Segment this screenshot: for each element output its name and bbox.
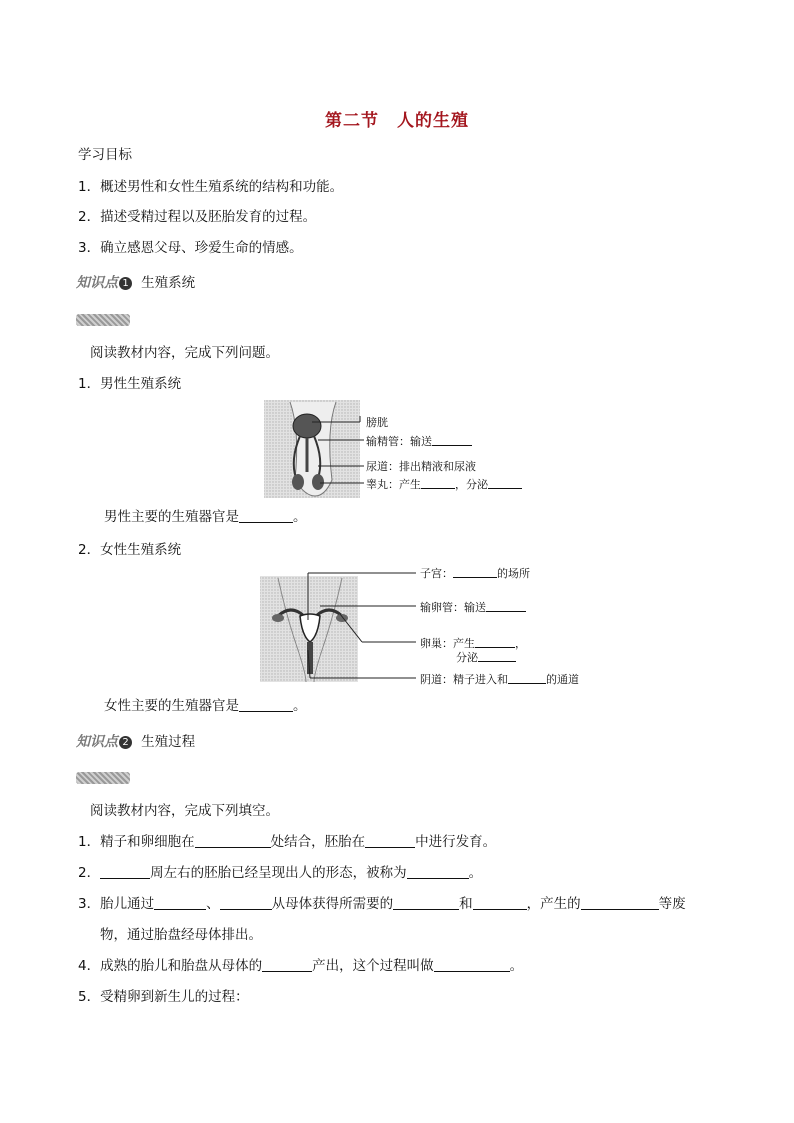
objective-item: 2．描述受精过程以及胚胎发育的过程。 <box>78 209 317 225</box>
knowledge-point-title: 生殖系统 <box>141 275 196 291</box>
objective-item: 1．概述男性和女性生殖系统的结构和功能。 <box>78 179 344 195</box>
label-vas-text: 输精管：输送 <box>366 435 432 448</box>
kp2-intro: 阅读教材内容，完成下列填空。 <box>90 803 279 819</box>
label-ovary <box>420 636 526 651</box>
blank-line[interactable] <box>473 895 527 910</box>
q3-text-2: 从母体获得所需要的 <box>271 896 394 912</box>
question-4 <box>78 957 523 975</box>
q2-text-2: 周左右的胚胎已经呈现出人的形态，被称为 <box>150 865 407 881</box>
q3-text-3: 和 <box>459 896 473 912</box>
q1-text-3: 中进行发育。 <box>415 834 497 850</box>
blank-line[interactable] <box>154 895 206 910</box>
q4-text-2: 产出，这个过程叫做 <box>312 958 434 974</box>
q4-text: 4．成熟的胎儿和胎盘从母体的 <box>78 958 263 974</box>
punctuation: 。 <box>468 865 483 881</box>
blank-line[interactable] <box>475 636 515 648</box>
q3-text-4: ，产生的 <box>526 896 581 912</box>
objective-item: 3．确立感恩父母、珍爱生命的情感。 <box>78 240 303 256</box>
blank-line[interactable] <box>100 864 150 879</box>
page-title: 第二节 人的生殖 <box>325 111 469 131</box>
label-uterus-text-2: 的场所 <box>497 567 530 580</box>
label-ovary-text-2: 分泌 <box>456 651 478 664</box>
knowledge-point-number-icon: 1 <box>119 277 132 290</box>
question-3 <box>78 895 686 913</box>
label-uterus <box>420 566 530 581</box>
male-system-heading: 1．男性生殖系统 <box>78 376 182 392</box>
question-5: 5．受精卵到新生儿的过程： <box>78 989 249 1005</box>
knowledge-point-label: 知识点 <box>76 275 118 291</box>
objectives-heading: 学习目标 <box>78 147 132 163</box>
blank-line[interactable] <box>508 672 546 684</box>
punctuation: 。 <box>509 958 524 974</box>
knowledge-point-number-icon: 2 <box>119 736 132 749</box>
q1-text: 1．精子和卵细胞在 <box>78 834 195 850</box>
q2-text: 2． <box>78 865 101 881</box>
punctuation: 、 <box>206 896 220 912</box>
female-system-heading: 2．女性生殖系统 <box>78 542 182 558</box>
label-vagina <box>420 672 579 687</box>
punctuation: 。 <box>293 509 307 525</box>
blank-line[interactable] <box>486 600 526 612</box>
label-vagina-text-2: 的通道 <box>546 673 579 686</box>
knowledge-point-2-header <box>76 730 195 751</box>
question-3-continued: 物，通过胎盘经母体排出。 <box>100 927 262 943</box>
label-ovary-secrete <box>456 650 516 665</box>
label-testis-text-2: ，分泌 <box>455 478 488 491</box>
knowledge-point-title: 生殖过程 <box>141 734 196 750</box>
blank-line[interactable] <box>365 833 415 848</box>
q3-text: 3．胎儿通过 <box>78 896 155 912</box>
blank-line[interactable] <box>220 895 272 910</box>
label-oviduct <box>420 600 526 615</box>
blank-line[interactable] <box>407 864 469 879</box>
q3-text-5: 等废 <box>658 896 686 912</box>
question-2 <box>78 864 482 882</box>
label-vagina-text: 阴道：精子进入和 <box>420 673 508 686</box>
kp1-intro: 阅读教材内容，完成下列问题。 <box>90 345 279 361</box>
blank-line[interactable] <box>434 957 510 972</box>
punctuation: 。 <box>293 698 307 714</box>
q1-text-2: 处结合，胚胎在 <box>270 834 366 850</box>
self-study-badge-icon <box>76 772 130 784</box>
label-urethra: 尿道：排出精液和尿液 <box>366 460 476 473</box>
punctuation: ， <box>515 637 526 650</box>
label-ovary-text: 卵巢：产生 <box>420 637 475 650</box>
label-uterus-text: 子宫： <box>420 567 453 580</box>
blank-line[interactable] <box>581 895 659 910</box>
female-question <box>104 697 307 715</box>
label-bladder: 膀胱 <box>366 416 388 429</box>
knowledge-point-label: 知识点 <box>76 734 118 750</box>
female-question-text: 女性主要的生殖器官是 <box>104 698 239 714</box>
question-1 <box>78 833 496 851</box>
blank-line[interactable] <box>453 566 497 578</box>
blank-line[interactable] <box>262 957 312 972</box>
male-question-text: 男性主要的生殖器官是 <box>104 509 239 525</box>
blank-line[interactable] <box>478 650 516 662</box>
blank-line[interactable] <box>195 833 271 848</box>
label-testis-text: 睾丸：产生 <box>366 478 421 491</box>
blank-line[interactable] <box>239 697 293 712</box>
blank-line[interactable] <box>393 895 459 910</box>
label-oviduct-text: 输卵管：输送 <box>420 601 486 614</box>
